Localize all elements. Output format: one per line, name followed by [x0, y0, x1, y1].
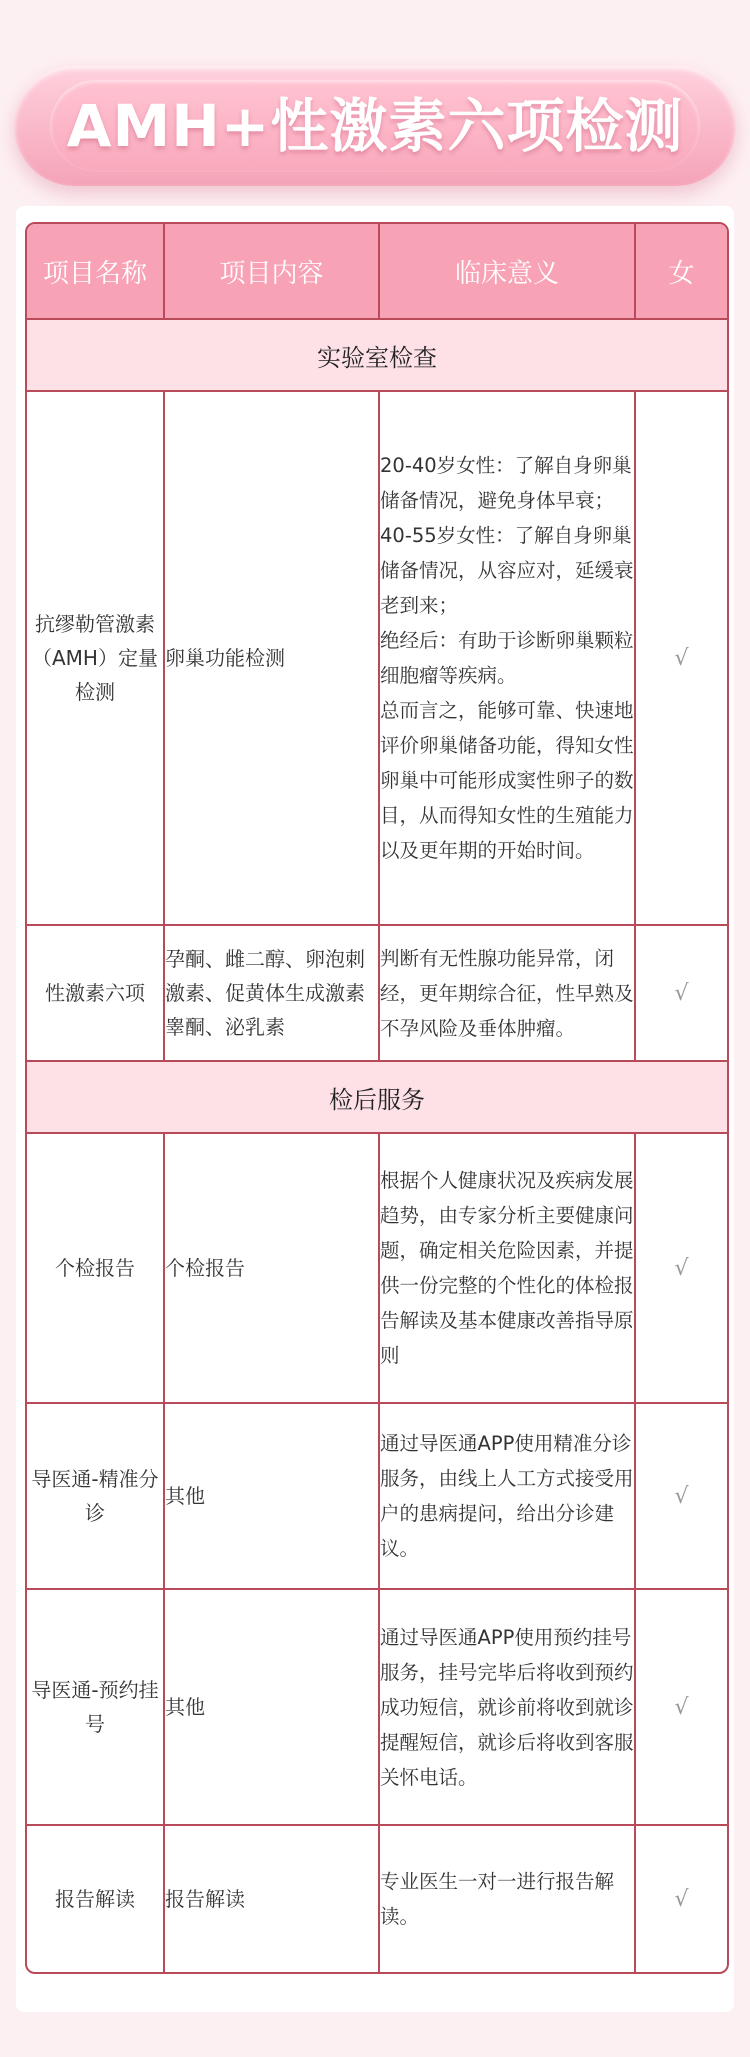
row-item-name: 性激素六项: [27, 926, 165, 1062]
row-item-description: 根据个人健康状况及疾病发展趋势，由专家分析主要健康问题，确定相关危险因素，并提供一份完整的个性化的体检报告解读及基本健康改善指导原则: [380, 1134, 636, 1404]
section-row: [27, 320, 727, 392]
row-item-content: 报告解读: [165, 1826, 380, 1972]
check-mark-icon: √: [636, 1590, 727, 1826]
section-title-lab: 实验室检查: [27, 320, 727, 392]
row-item-name: 导医通-预约挂号: [27, 1590, 165, 1826]
row-item-name: 导医通-精准分诊: [27, 1404, 165, 1590]
section-row: [27, 1062, 727, 1134]
header-item-content: 项目内容: [165, 224, 380, 320]
exam-items-table: [25, 222, 729, 1974]
row-item-description: 判断有无性腺功能异常，闭经，更年期综合征，性早熟及不孕风险及垂体肿瘤。: [380, 926, 636, 1062]
header-item-name: 项目名称: [27, 224, 165, 320]
row-item-name: 报告解读: [27, 1826, 165, 1972]
check-mark-icon: √: [674, 1886, 689, 1912]
row-item-description: 通过导医通APP使用精准分诊服务，由线上人工方式接受用户的患病提问，给出分诊建议。: [380, 1404, 636, 1590]
page-title: AMH+性激素六项检测: [66, 92, 684, 160]
row-item-description: 20-40岁女性：了解自身卵巢储备情况，避免身体早衰； 40-55岁女性：了解自身卵巢储备情况，从容应对，延缓衰老到来； 绝经后：有助于诊断卵巢颗粒细胞瘤等疾病。 总而言之，能够可靠、快速地评价卵巢储备功能，得知女性卵巢中可能形成窦性卵子的数目，从而得知女性的生殖能力以及更年期的开始时间。: [380, 392, 636, 926]
table-row: [27, 1134, 727, 1404]
check-mark-icon: √: [636, 926, 727, 1062]
section-title-after-service: 检后服务: [27, 1062, 727, 1134]
table-row: [27, 392, 727, 926]
table-row: [27, 1404, 727, 1590]
header-female: 女: [636, 224, 727, 320]
header-clinical-significance: 临床意义: [380, 224, 636, 320]
row-item-name: 抗缪勒管激素（AMH）定量检测: [27, 392, 165, 926]
row-item-description: 专业医生一对一进行报告解读。: [380, 1826, 636, 1972]
table-row: [27, 1826, 727, 1972]
row-item-content: 其他: [165, 1404, 380, 1590]
check-mark-icon: √: [636, 1404, 727, 1590]
table-row: [27, 926, 727, 1062]
table-row: [27, 1590, 727, 1826]
row-item-content: 个检报告: [165, 1134, 380, 1404]
check-mark-icon: √: [636, 392, 727, 926]
check-mark-icon: √: [636, 1134, 727, 1404]
content-card: [16, 206, 734, 2012]
row-item-name: 个检报告: [27, 1134, 165, 1404]
table-header-row: [27, 224, 727, 320]
title-banner: [14, 66, 736, 186]
row-item-description: 通过导医通APP使用预约挂号服务，挂号完毕后将收到预约成功短信，就诊前将收到就诊提醒短信，就诊后将收到客服关怀电话。: [380, 1590, 636, 1826]
row-item-content: 孕酮、雌二醇、卵泡刺激素、促黄体生成激素睾酮、泌乳素: [165, 926, 380, 1062]
row-item-content: 卵巢功能检测: [165, 392, 380, 926]
row-item-content: 其他: [165, 1590, 380, 1826]
